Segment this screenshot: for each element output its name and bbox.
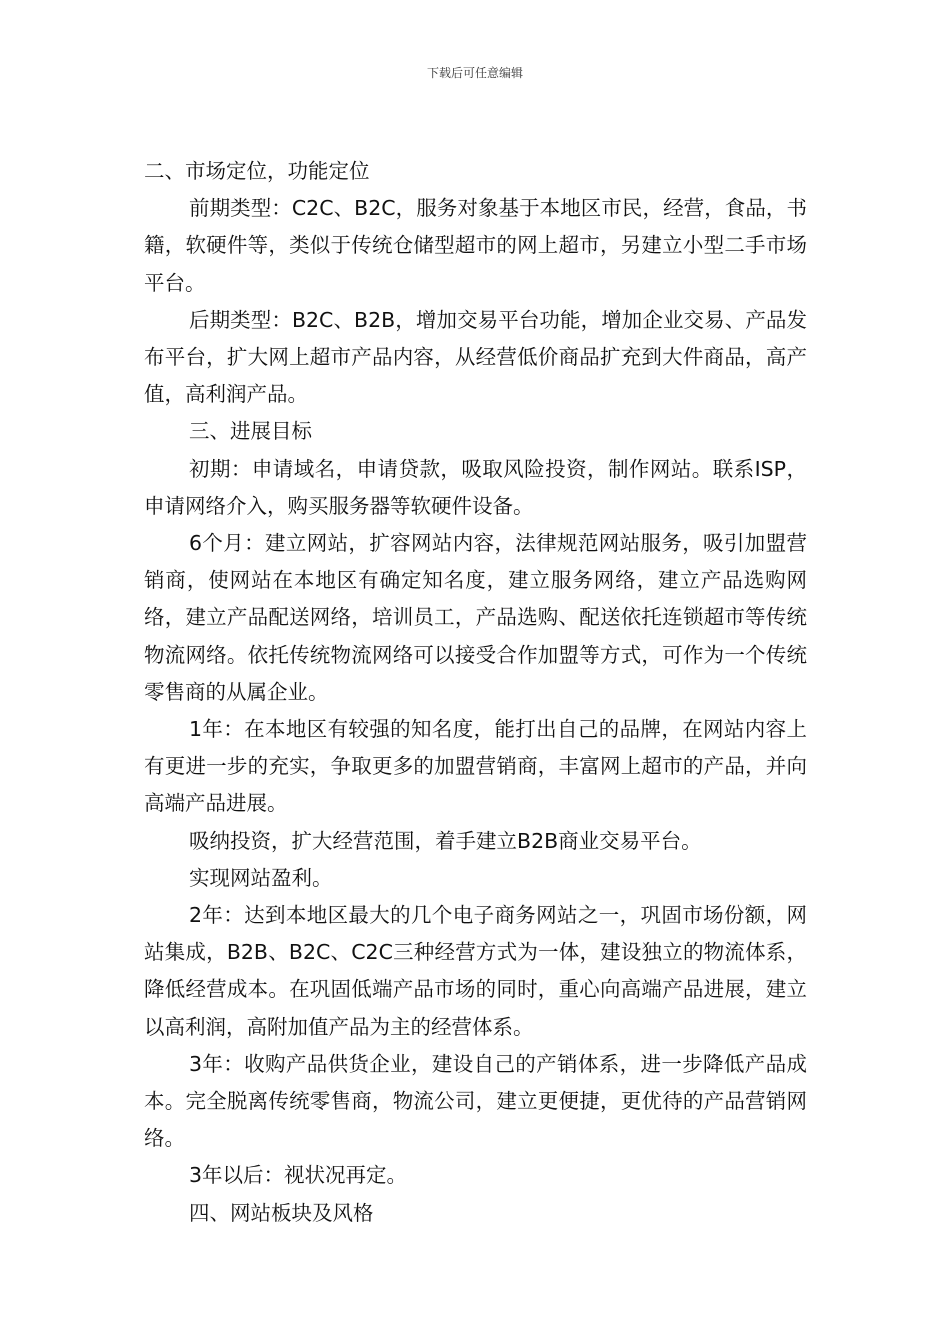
section-heading-market-positioning: 二、市场定位，功能定位 bbox=[144, 159, 370, 183]
paragraph-after-three-years: 3年以后：视状况再定。 bbox=[189, 1163, 408, 1188]
paragraph-early-type: 前期类型：C2C、B2C，服务对象基于本地区市民，经营，食品，书籍，软硬件等，类似于传统仓储型超市的网上超市，另建立小型二手市场平台。 bbox=[144, 196, 807, 295]
section-heading-website-sections: 四、网站板块及风格 bbox=[189, 1200, 374, 1225]
paragraph-initial-phase: 初期：申请域名，申请贷款，吸取风险投资，制作网站。联系ISP，申请网络介入，购买服务器等软硬件设备。 bbox=[144, 456, 807, 518]
paragraph-attract-investment: 吸纳投资，扩大经营范围，着手建立B2B商业交易平台。 bbox=[189, 828, 702, 853]
paragraph-six-months: 6个月：建立网站，扩容网站内容，法律规范网站服务，吸引加盟营销商，使网站在本地区有确定知名度，建立服务网络，建立产品选购网络，建立产品配送网络，培训员工，产品选购、配送依托连锁超市等传统物流网络。依托传统物流网络可以接受合作加盟等方式，可作为一个传统零售商的从属企业。 bbox=[144, 531, 807, 704]
paragraph-three-years: 3年：收购产品供货企业，建设自己的产销体系，进一步降低产品成本。完全脱离传统零售商，物流公司，建立更便捷，更优待的产品营销网络。 bbox=[144, 1051, 807, 1151]
section-heading-development-goals: 三、进展目标 bbox=[189, 419, 312, 444]
paragraph-later-type: 后期类型：B2C、B2B，增加交易平台功能，增加企业交易、产品发布平台，扩大网上超市产品内容，从经营低价商品扩充到大件商品，高产值，高利润产品。 bbox=[144, 307, 807, 407]
paragraph-profitability: 实现网站盈利。 bbox=[189, 865, 333, 890]
page-header: 下载后可任意编辑 bbox=[426, 66, 523, 80]
paragraph-two-years: 2年：达到本地区最大的几个电子商务网站之一，巩固市场份额，网站集成，B2B、B2C、C2C三种经营方式为一体，建设独立的物流体系，降低经营成本。在巩固低端产品市场的同时，重心向高端产品进展，建立以高利润，高附加值产品为主的经营体系。 bbox=[144, 903, 807, 1039]
document-body bbox=[144, 153, 807, 1232]
paragraph-one-year: 1年：在本地区有较强的知名度，能打出自己的品牌，在网站内容上有更进一步的充实，争取更多的加盟营销商，丰富网上超市的产品，并向高端产品进展。 bbox=[144, 717, 807, 816]
